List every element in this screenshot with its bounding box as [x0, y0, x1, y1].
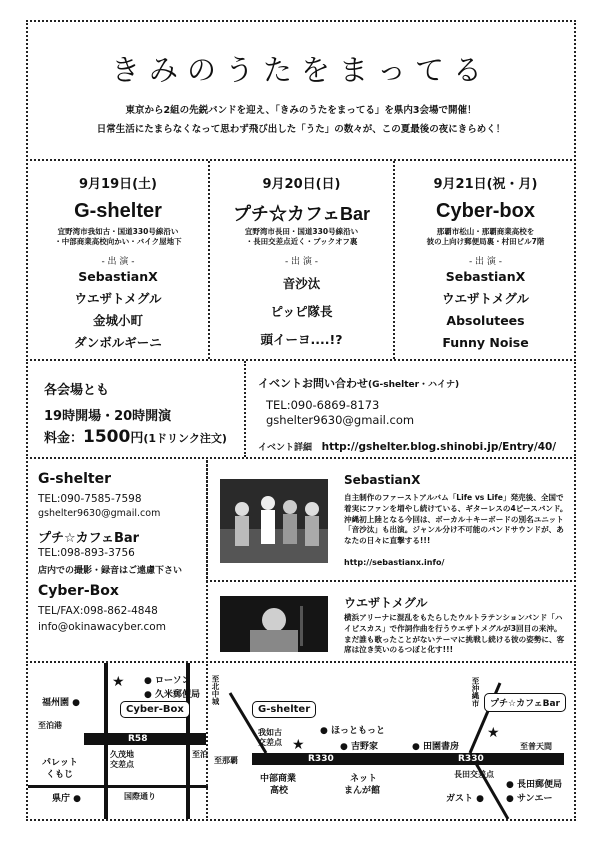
performer: ダンボルギーニ	[74, 335, 162, 350]
event-detail-label: イベント詳細	[258, 443, 313, 453]
vc-line: TEL:090-7585-7598	[38, 493, 142, 505]
nagata-cross-label: 長田交差点	[454, 770, 494, 779]
performer: Funny Noise	[442, 335, 529, 350]
map-label: ガスト ●	[446, 794, 485, 804]
lawson-label: ローソン	[155, 676, 191, 686]
vc-line[interactable]: gshelter9630@gmail.com	[38, 508, 161, 519]
contact-heading-text: イベントお問い合わせ	[258, 377, 368, 390]
artist-photo	[220, 596, 328, 652]
artist-name: ウエザトメグル	[344, 596, 428, 610]
contact-tel: TEL:090-6869-8173	[266, 398, 380, 412]
chubu-label: 中部商業	[260, 774, 297, 784]
performer: SebastianX	[445, 269, 526, 284]
venue-column-1	[28, 161, 208, 359]
map-gshelter	[206, 661, 576, 821]
gust-label: ガスト	[446, 794, 474, 804]
artist-photo-image	[220, 596, 328, 652]
performer: SebastianX	[78, 269, 158, 284]
to-futenma-label: 至普天間	[520, 742, 552, 751]
price-unit: 円	[130, 431, 144, 446]
star-icon: ★	[487, 725, 500, 741]
map-cyberbox	[26, 661, 208, 821]
intro-line-1: 東京から2組の先鋭バンドを迎え、「きみのうたをまってる」を県内3会場で開催！	[125, 105, 477, 116]
performer: ウエザトメグル	[441, 291, 529, 306]
venues-section	[26, 159, 576, 361]
intro-line-2: 日常生活にたまらなくなって思わず飛び出した「うた」の数々が、この夏最後の夜にきらめく！	[96, 124, 506, 135]
map-label: 県庁 ●	[52, 794, 82, 804]
nagata-post-label: 長田郵便局	[517, 780, 563, 790]
venue-address-line: 那覇市松山・那覇商業高校を	[436, 227, 535, 236]
performer: 音沙汰	[282, 276, 321, 291]
performer: 頭イーヨ....!?	[260, 332, 343, 347]
price-value: 1500	[83, 427, 131, 447]
cyberbox-callout: Cyber-Box	[120, 701, 190, 718]
ganeko-cross-label: 我如古	[258, 728, 282, 737]
palette-label: パレット	[42, 758, 78, 768]
star-icon: ★	[112, 674, 125, 690]
vc-name: G-shelter	[38, 471, 111, 487]
performer: ピッピ隊長	[270, 304, 333, 319]
to-kitanakagusuku-label: 至北中城	[211, 675, 220, 705]
artist-description: 自主制作のファーストアルバム「Life vs Life」発売後、全国で着実にファンを増やし続けている、ギターレスの4ピースバンド。沖縄初上陸となる今回は、ボーカル＋キーボードの別名ユニット「音沙汰」も出演。ジャンル分け不可能のバンドサウンドが、あなたの日々に直撃する!!!	[344, 493, 568, 546]
net-manga-label: まんが館	[344, 786, 381, 796]
r58-label: R58	[128, 734, 148, 744]
venue-address-line: 宜野湾市我如古・国道330号線沿い	[57, 227, 179, 236]
post-office-label: 久米郵便局	[155, 690, 201, 700]
performers-heading: - 出 演 -	[101, 257, 135, 267]
event-detail-link[interactable]: http://gshelter.blog.shinobi.jp/Entry/40/	[321, 441, 557, 453]
map-label: ● ほっともっと	[320, 726, 386, 736]
vc-line: TEL:098-893-3756	[38, 547, 135, 559]
r330-label: R330	[458, 754, 484, 764]
event-title: きみのうたをまってる	[110, 53, 491, 87]
vc-name: プチ☆カフェBar	[38, 531, 140, 546]
performers-heading: - 出 演 -	[468, 257, 503, 267]
artist-description: 横浜アリーナに混乱をもたらしたウルトラテンションバンド「ハイビスカス」で作詞作曲を行うウエザトメグルが3回目の来沖。まだ誰も歌ったことがないテーマに挑戦し続ける彼の姿勢に、客席は泣き笑いのるつぼと化す!!!	[344, 613, 565, 655]
vc-line: TEL/FAX:098-862-4848	[38, 605, 158, 617]
map-label: ● 田園書房	[412, 742, 460, 752]
kokusai-label: 国際通り	[124, 792, 156, 801]
info-divider	[244, 361, 246, 457]
common-heading: 各会場とも	[44, 383, 110, 398]
performers-heading: - 出 演 -	[284, 257, 319, 267]
kencho-label: 県庁	[52, 794, 71, 804]
venue-contacts-section	[26, 457, 208, 663]
petit-callout: プチ☆カフェBar	[484, 693, 566, 712]
to-naha-label: 至那覇	[214, 756, 238, 765]
artist-section-2	[206, 580, 576, 663]
map-label: 福州園 ●	[42, 698, 81, 708]
venue-column-3	[395, 161, 576, 359]
venue-address-line: ・中部商業高校向かい・バイク屋地下	[54, 237, 182, 246]
denen-label: 田園書房	[423, 742, 460, 752]
kumoji-cross-label: 交差点	[110, 760, 134, 769]
performer: ウエザトメグル	[74, 291, 162, 306]
time-info: 19時開場・20時開演	[44, 409, 172, 424]
venue-name: プチ☆カフェBar	[232, 204, 371, 224]
map-label: ● 吉野家	[340, 742, 379, 752]
venue-name: G-shelter	[74, 200, 162, 222]
price-info	[44, 427, 227, 447]
to-tomari-label: 至泊	[192, 750, 208, 759]
palette-label: くもじ	[46, 770, 74, 780]
price-note: (1ドリンク注文)	[143, 432, 227, 445]
vc-line[interactable]: info@okinawacyber.com	[38, 621, 166, 633]
hottomotto-label: ほっともっと	[331, 726, 386, 736]
contact-email[interactable]: gshelter9630@gmail.com	[266, 413, 415, 427]
event-detail	[258, 435, 556, 454]
map-label: ● 久米郵便局	[144, 690, 201, 700]
chubu-label: 高校	[270, 786, 289, 796]
to-tomari-port-label: 至泊港	[38, 721, 62, 730]
yoshinoya-label: 吉野家	[351, 742, 379, 752]
venue-name: Cyber-box	[436, 200, 535, 222]
map-label: ● サンエー	[506, 794, 553, 804]
fukushu-label: 福州園	[42, 698, 70, 708]
map-label: ● 長田郵便局	[506, 780, 563, 790]
contact-heading-sub: (G-shelter・ハイナ)	[368, 380, 460, 390]
map-road-r330	[252, 753, 564, 765]
saney-label: サンエー	[517, 794, 553, 804]
artist-name: SebastianX	[344, 473, 421, 487]
to-okinawa-label: 至沖縄市	[471, 677, 480, 707]
header-section	[26, 20, 576, 161]
performer: 金城小町	[92, 313, 143, 328]
venue-address-line: 宜野湾市長田・国道330号線沿い	[244, 227, 359, 236]
venue-address-line: ・長田交差点近く・ブックオフ裏	[245, 237, 358, 246]
r330-label: R330	[308, 754, 334, 764]
venue-column-2	[210, 161, 393, 359]
vc-name: Cyber-Box	[38, 583, 119, 599]
kumoji-cross-label: 久茂地	[110, 750, 134, 759]
artist-url[interactable]: http://sebastianx.info/	[344, 558, 445, 567]
map-road-horizontal	[28, 785, 208, 788]
net-manga-label: ネット	[350, 774, 378, 784]
vc-line: 店内での撮影・録音はご遠慮下さい	[38, 566, 183, 576]
gshelter-callout: G-shelter	[252, 701, 316, 718]
contact-heading	[258, 375, 459, 391]
ganeko-cross-label: 交差点	[258, 738, 282, 747]
map-label: ● ローソン	[144, 676, 191, 686]
star-icon: ★	[292, 737, 305, 753]
band-photo-image	[220, 479, 328, 563]
band-photo	[220, 479, 328, 563]
price-label: 料金：	[44, 431, 84, 446]
performer: Absolutees	[446, 313, 525, 328]
venue-date: 9月21日(祝・月)	[433, 177, 538, 192]
venue-date: 9月20日(日)	[262, 177, 341, 192]
artist-section-1	[206, 457, 576, 582]
venue-date: 9月19日(土)	[78, 177, 158, 192]
info-section	[26, 359, 576, 459]
venue-address-line: 彼の上向け郵便局裏・村田ビル7階	[426, 237, 545, 246]
